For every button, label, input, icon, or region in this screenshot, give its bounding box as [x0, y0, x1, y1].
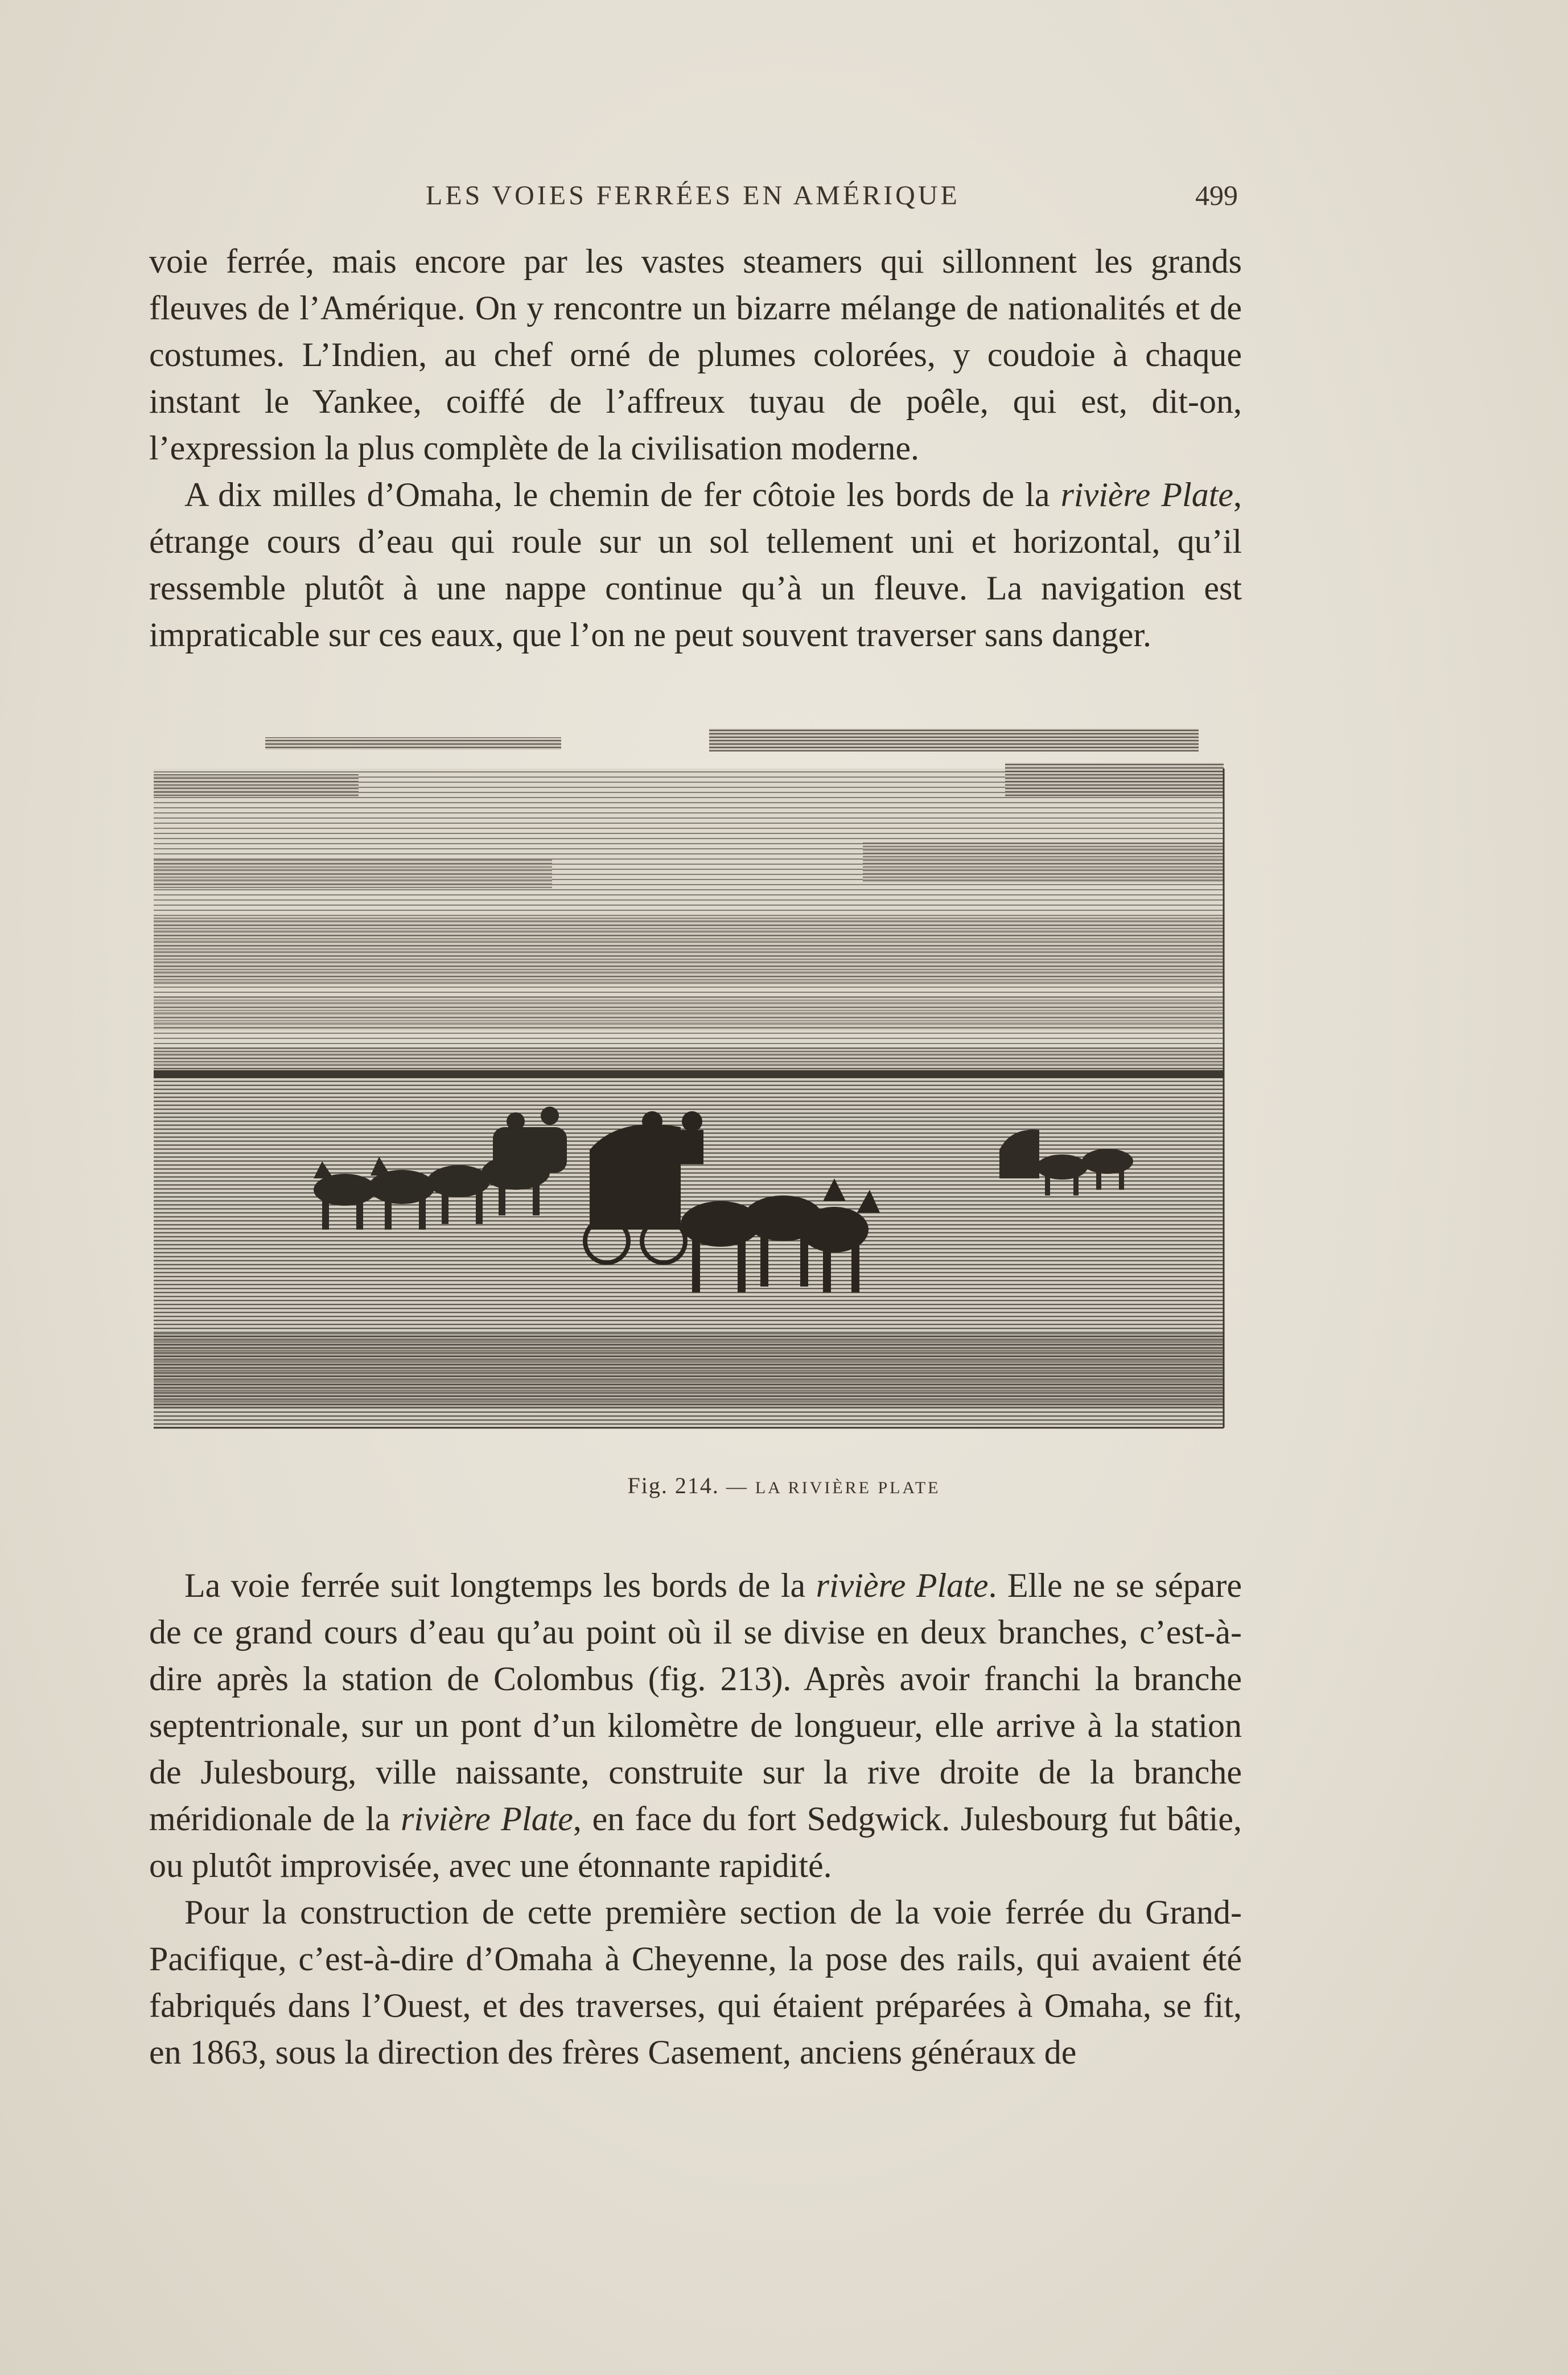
paragraph-3-part-a: La voie ferrée suit longtemps les bords de la — [184, 1567, 816, 1604]
paragraph-2 — [149, 471, 1242, 658]
river-bottom-edge — [154, 1409, 1224, 1426]
river-foreground-shadow — [154, 1332, 1224, 1409]
figure-caption — [0, 1472, 1568, 1499]
figure-number: Fig. 214. — [627, 1473, 719, 1498]
paragraph-3-part-b: . Elle ne se sépare de ce grand cours d’eau qu’au point où il se divise en deux branches, c’est-à-dire après la station de Colombus (fig. 213). Après avoir franchi la branche septentrionale, sur un pont d’un kilomètre de longueur, elle arrive à la station de Julesbourg, ville naissante, construite sur la rive droite de la branche méridionale de la — [149, 1567, 1242, 1838]
running-head — [0, 176, 1568, 222]
figure-title: LA RIVIÈRE PLATE — [755, 1478, 941, 1497]
text-block-bottom — [149, 1562, 1242, 2076]
paragraph-4: Pour la construction de cette première section de la voie ferrée du Grand-Pacifique, c’est-à-dire d’Omaha à Cheyenne, la pose des rails, qui avaient été fabriqués dans l’Ouest, et des traverses, qui étaient préparées à Omaha, se fit, en 1863, sous la direction des frères Casement, anciens généraux de — [149, 1893, 1242, 2071]
figure-engraving — [151, 729, 1227, 1437]
river-name-italic: rivière Plate — [1060, 476, 1234, 513]
river-name-italic-2: rivière Plate — [816, 1567, 989, 1604]
river-name-italic-3: rivière Plate — [401, 1800, 573, 1838]
page-number: 499 — [1195, 179, 1238, 211]
paragraph-3-part-c: , en face du fort Sedgwick. Julesbourg fut bâtie, ou plutôt improvisée, avec une étonnante rapidité. — [149, 1800, 1242, 1884]
paragraph-1: voie ferrée, mais encore par les vastes steamers qui sillonnent les grands fleuves de l’Amérique. On y rencontre un bizarre mélange de nationalités et de costumes. L’Indien, au chef orné de plumes colorées, y coudoie à chaque instant le Yankee, coiffé de l’affreux tuyau de poêle, qui est, dit-on, l’expression la plus complète de la civilisation moderne. — [149, 243, 1242, 467]
horizon-line — [154, 1070, 1224, 1078]
caption-dash: — — [719, 1475, 755, 1498]
engraving-river-crossing — [151, 729, 1227, 1437]
text-block-top — [149, 238, 1242, 658]
paragraph-3 — [149, 1562, 1242, 1889]
paragraph-2-part-a: A dix milles d’Omaha, le chemin de fer côtoie les bords de la — [184, 476, 1061, 513]
paragraph-2-part-b: , étrange cours d’eau qui roule sur un sol tellement uni et horizontal, qu’il ressemble plutôt à une nappe continue qu’à un fleuve. La navigation est impraticable sur ces eaux, que l’on ne peut souvent traverser sans danger. — [149, 476, 1242, 654]
running-title: LES VOIES FERRÉES EN AMÉRIQUE — [426, 180, 960, 211]
